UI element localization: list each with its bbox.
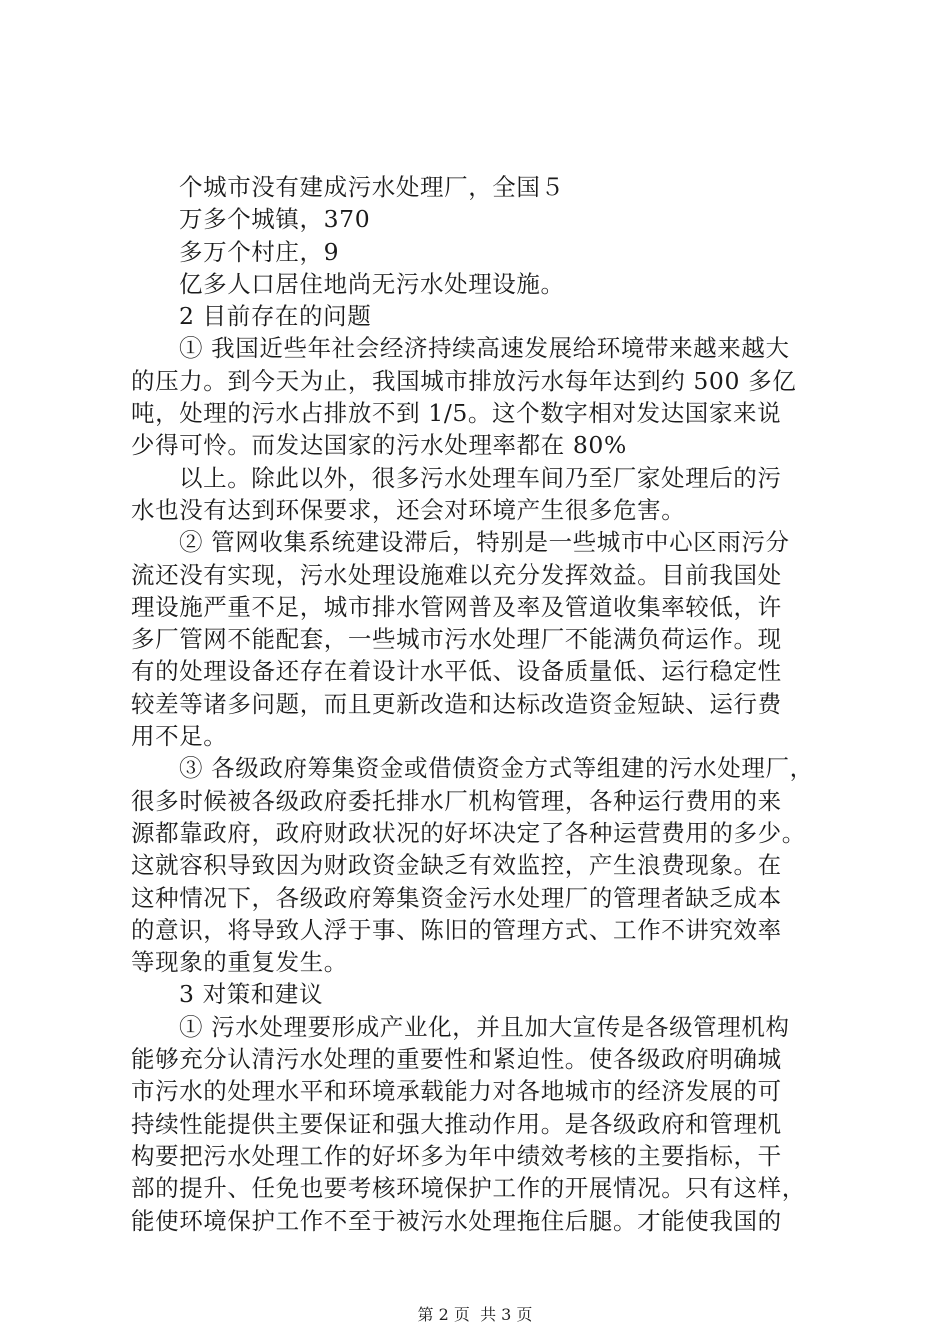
text-line: 很多时候被各级政府委托排水厂机构管理，各种运行费用的来 <box>131 786 782 815</box>
text-line: 构要把污水处理工作的好坏多为年中绩效考核的主要指标，干 <box>131 1141 782 1170</box>
text-line: 较差等诸多问题，而且更新改造和达标改造资金短缺、运行费 <box>131 689 782 718</box>
text-line: 2 目前存在的问题 <box>179 302 372 331</box>
page-total: 共 3 页 <box>480 1305 533 1324</box>
text-line: 3 对策和建议 <box>179 980 324 1009</box>
text-line: ② 管网收集系统建设滞后，特别是一些城市中心区雨污分 <box>179 528 790 557</box>
text-line: 以上。除此以外，很多污水处理车间乃至厂家处理后的污 <box>179 463 782 492</box>
text-line: 这种情况下，各级政府筹集资金污水处理厂的管理者缺乏成本 <box>131 883 782 912</box>
text-line: 的压力。到今天为止，我国城市排放污水每年达到约 500 多亿 <box>131 366 797 395</box>
text-line: 少得可怜。而发达国家的污水处理率都在 80% <box>131 431 627 460</box>
page-number: 第 2 页 <box>417 1305 470 1324</box>
text-line: 个城市没有建成污水处理厂，全国５ <box>179 173 565 201</box>
text-line: 吨，处理的污水占排放不到 1/5。这个数字相对发达国家来说 <box>131 399 782 428</box>
text-line: 部的提升、任免也要考核环境保护工作的开展情况。只有这样， <box>131 1174 806 1203</box>
text-line: 源都靠政府，政府财政状况的好坏决定了各种运营费用的多少。 <box>131 818 806 847</box>
document-body <box>131 171 831 1237</box>
text-line: 水也没有达到环保要求，还会对环境产生很多危害。 <box>131 495 686 524</box>
text-line: 这就容积导致因为财政资金缺乏有效监控，产生浪费现象。在 <box>131 851 782 880</box>
text-line: 持续性能提供主要保证和强大推动作用。是各级政府和管理机 <box>131 1109 782 1138</box>
text-line: 能够充分认清污水处理的重要性和紧迫性。使各级政府明确城 <box>131 1045 782 1074</box>
text-line: 亿多人口居住地尚无污水处理设施。 <box>179 269 565 298</box>
text-line: 能使环境保护工作不至于被污水处理拖住后腿。才能使我国的 <box>131 1206 782 1235</box>
text-line: 等现象的重复发生。 <box>131 948 348 977</box>
text-line: 流还没有实现，污水处理设施难以充分发挥效益。目前我国处 <box>131 560 782 589</box>
text-line: 理设施严重不足，城市排水管网普及率及管道收集率较低，许 <box>131 592 782 621</box>
text-line: 用不足。 <box>131 722 228 751</box>
text-line: ③ 各级政府筹集资金或借债资金方式等组建的污水处理厂， <box>179 754 814 783</box>
footer-gap <box>470 1305 480 1324</box>
text-line: 万多个城镇，370 <box>179 205 371 234</box>
text-line: 多厂管网不能配套，一些城市污水处理厂不能满负荷运作。现 <box>131 625 782 654</box>
page-footer <box>0 1302 950 1325</box>
text-line: 多万个村庄，9 <box>179 237 340 266</box>
text-line: 有的处理设备还存在着设计水平低、设备质量低、运行稳定性 <box>131 657 782 686</box>
text-line: ① 我国近些年社会经济持续高速发展给环境带来越来越大 <box>179 334 790 363</box>
text-line: 市污水的处理水平和环境承载能力对各地城市的经济发展的可 <box>131 1077 782 1106</box>
text-line: ① 污水处理要形成产业化，并且加大宣传是各级管理机构 <box>179 1012 790 1041</box>
text-line: 的意识，将导致人浮于事、陈旧的管理方式、工作不讲究效率 <box>131 915 782 944</box>
